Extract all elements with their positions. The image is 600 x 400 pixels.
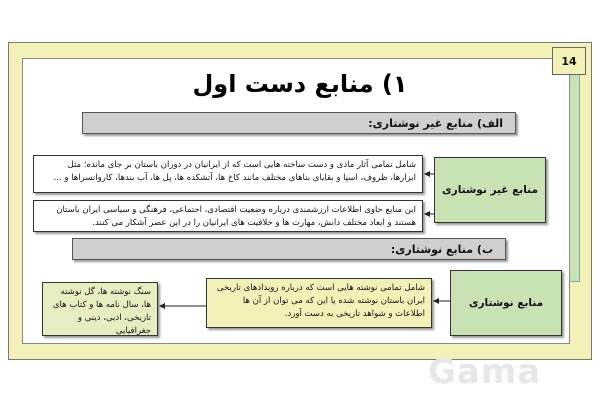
watermark-logo: Gama <box>428 352 542 392</box>
section-b-heading: ب) منابع نوشتاری: <box>72 238 506 260</box>
section-a-heading: الف) منابع غیر نوشتاری: <box>82 112 516 134</box>
section-a-label: منابع غیر نوشتاری <box>434 157 546 223</box>
page-number: 14 <box>552 47 586 75</box>
section-a-description-1: شامل تمامی آثار مادی و دست ساخته هایی است که از ایرانیان در دوران باستان بر جای مانده؛ مثل ابزارها، ظروف، اسپا و بقایای بناهای مختلف مانند کاخ ها، آتشکده ها، پل ها، آب بندها، کاروانسراها و ... <box>33 155 423 193</box>
section-b-label: منابع نوشتاری <box>450 270 562 336</box>
section-a-description-2: این منابع حاوی اطلاعات ارزشمندی درباره وضعیت اقتصادی، اجتماعی، فرهنگی و سیاسی ایران باستان هستند و ابعاد مختلف دانش، مهارت ها و خلاقیت های ایرانیان را در این عصر آشکار می کنند. <box>33 200 423 232</box>
section-b-description-2: سنگ نوشته ها، گل نوشته ها، سال نامه ها و کتاب های تاریخی، ادبی، دینی و جغرافیایی <box>42 282 158 336</box>
section-b-description-1: شامل تمامی نوشته هایی است که درباره رویدادهای تاریخی ایران باستان نوشته شده یا این که می توان از آن ها اطلاعات و شواهد تاریخی به دست آورد. <box>206 278 432 328</box>
page-title: ۱) منابع دست اول <box>192 70 408 98</box>
